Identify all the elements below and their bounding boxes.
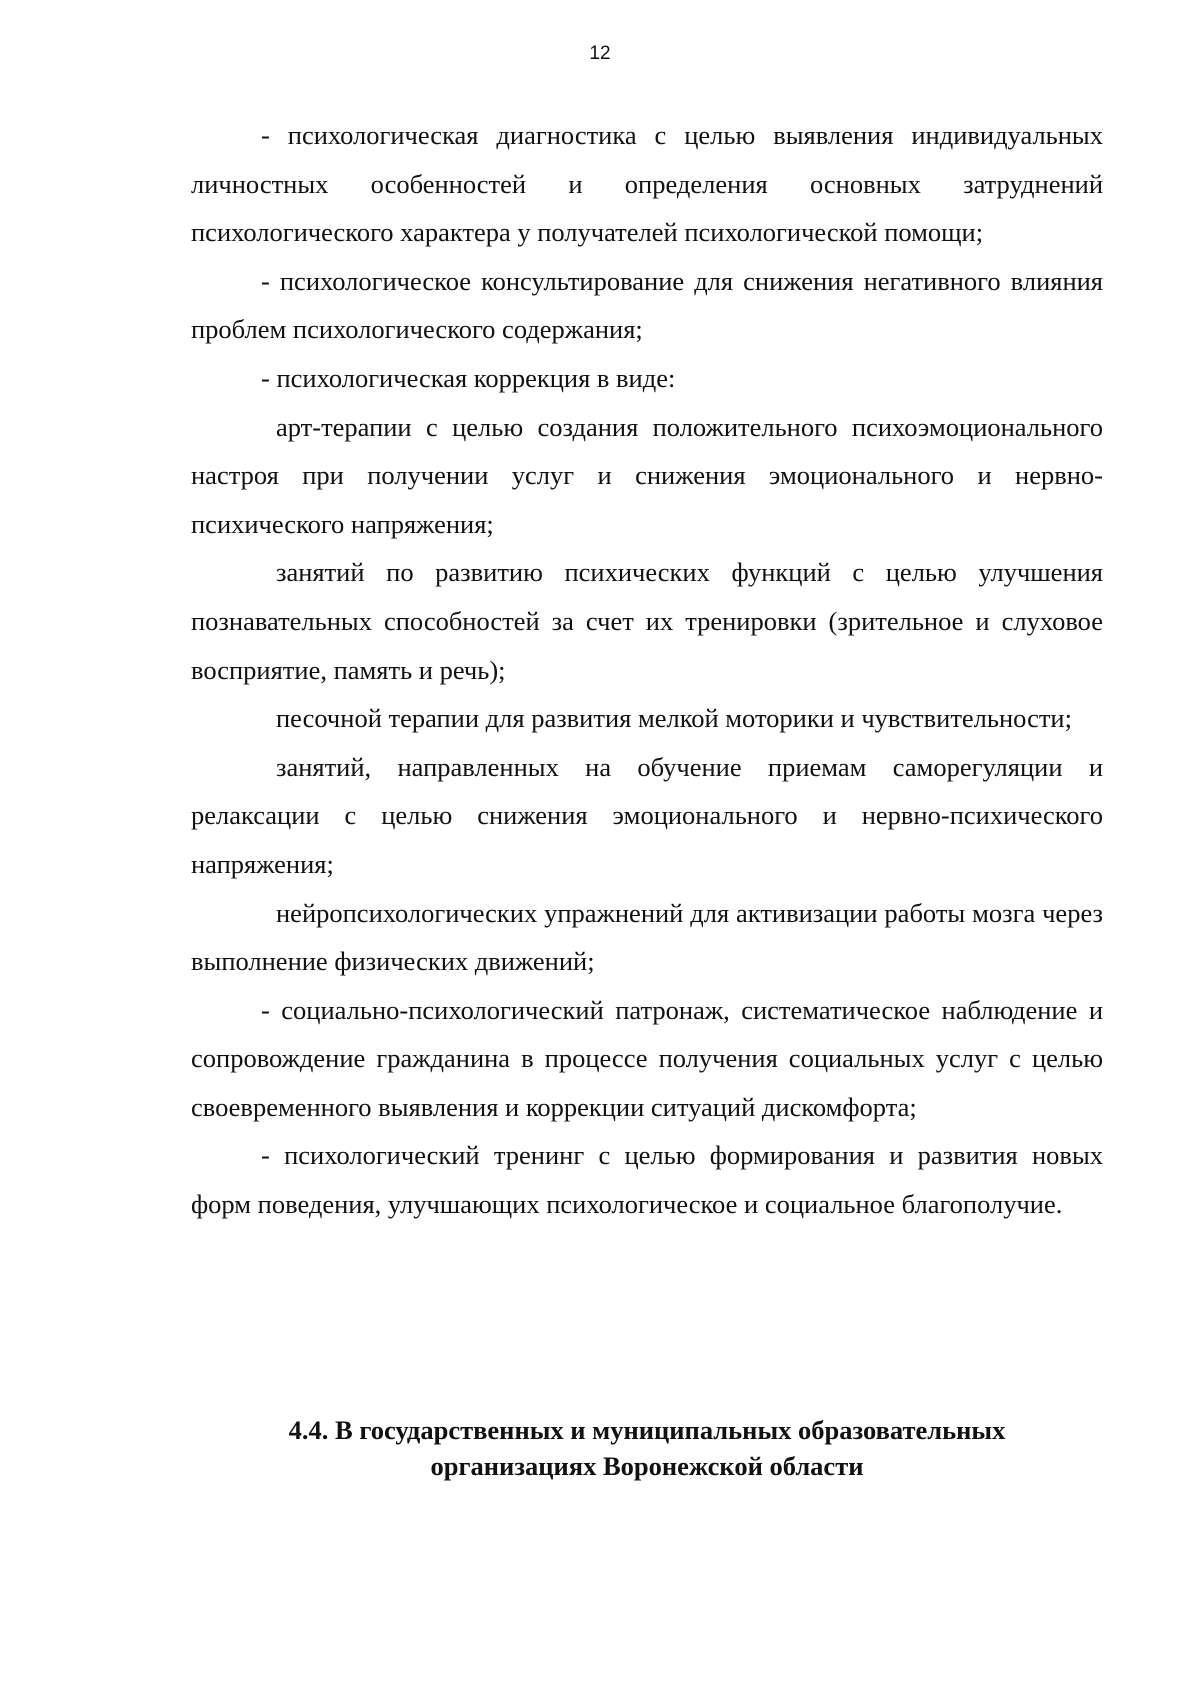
section-heading — [191, 1412, 1103, 1484]
paragraph-training: - психологический тренинг с целью формирования и развития новых форм поведения, улучшающих психологическое и социальное благополучие. — [191, 1140, 1103, 1220]
paragraph-consulting: - психологическое консультирование для снижения негативного влияния проблем психологического содержания; — [191, 265, 1103, 345]
paragraph-correction: - психологическая коррекция в виде: — [261, 362, 676, 393]
paragraph-mental-functions: занятий по развитию психических функций с целью улучшения познавательных способностей за счет их тренировки (зрительное и слуховое восприятие, память и речь); — [191, 557, 1103, 685]
section-heading-line-2: организациях Воронежской области — [430, 1451, 864, 1481]
paragraph-patronage: - социально-психологический патронаж, систематическое наблюдение и сопровождение гражданина в процессе получения социальных услуг с целью своевременного выявления и коррекции ситуаций дискомфорта; — [191, 994, 1103, 1122]
section-heading-line-1: 4.4. В государственных и муниципальных образовательных — [288, 1415, 1006, 1445]
paragraph-art-therapy: арт-терапии с целью создания положительного психоэмоционального настроя при получении услуг и снижения эмоционального и нервно-психического напряжения; — [191, 411, 1103, 539]
paragraph-neuropsych: нейропсихологических упражнений для активизации работы мозга через выполнение физических движений; — [191, 897, 1103, 977]
paragraph-self-regulation: занятий, направленных на обучение приемам саморегуляции и релаксации с целью снижения эмоционального и нервно-психического напряжения; — [191, 751, 1103, 879]
document-body — [191, 111, 1103, 1229]
paragraph-diagnostics: - психологическая диагностика с целью выявления индивидуальных личностных особенностей и определения основных затруднений психологического характера у получателей психологической помощи; — [191, 120, 1103, 248]
paragraph-sand-therapy: песочной терапии для развития мелкой моторики и чувствительности; — [276, 703, 1072, 734]
page-number: 12 — [589, 43, 611, 64]
